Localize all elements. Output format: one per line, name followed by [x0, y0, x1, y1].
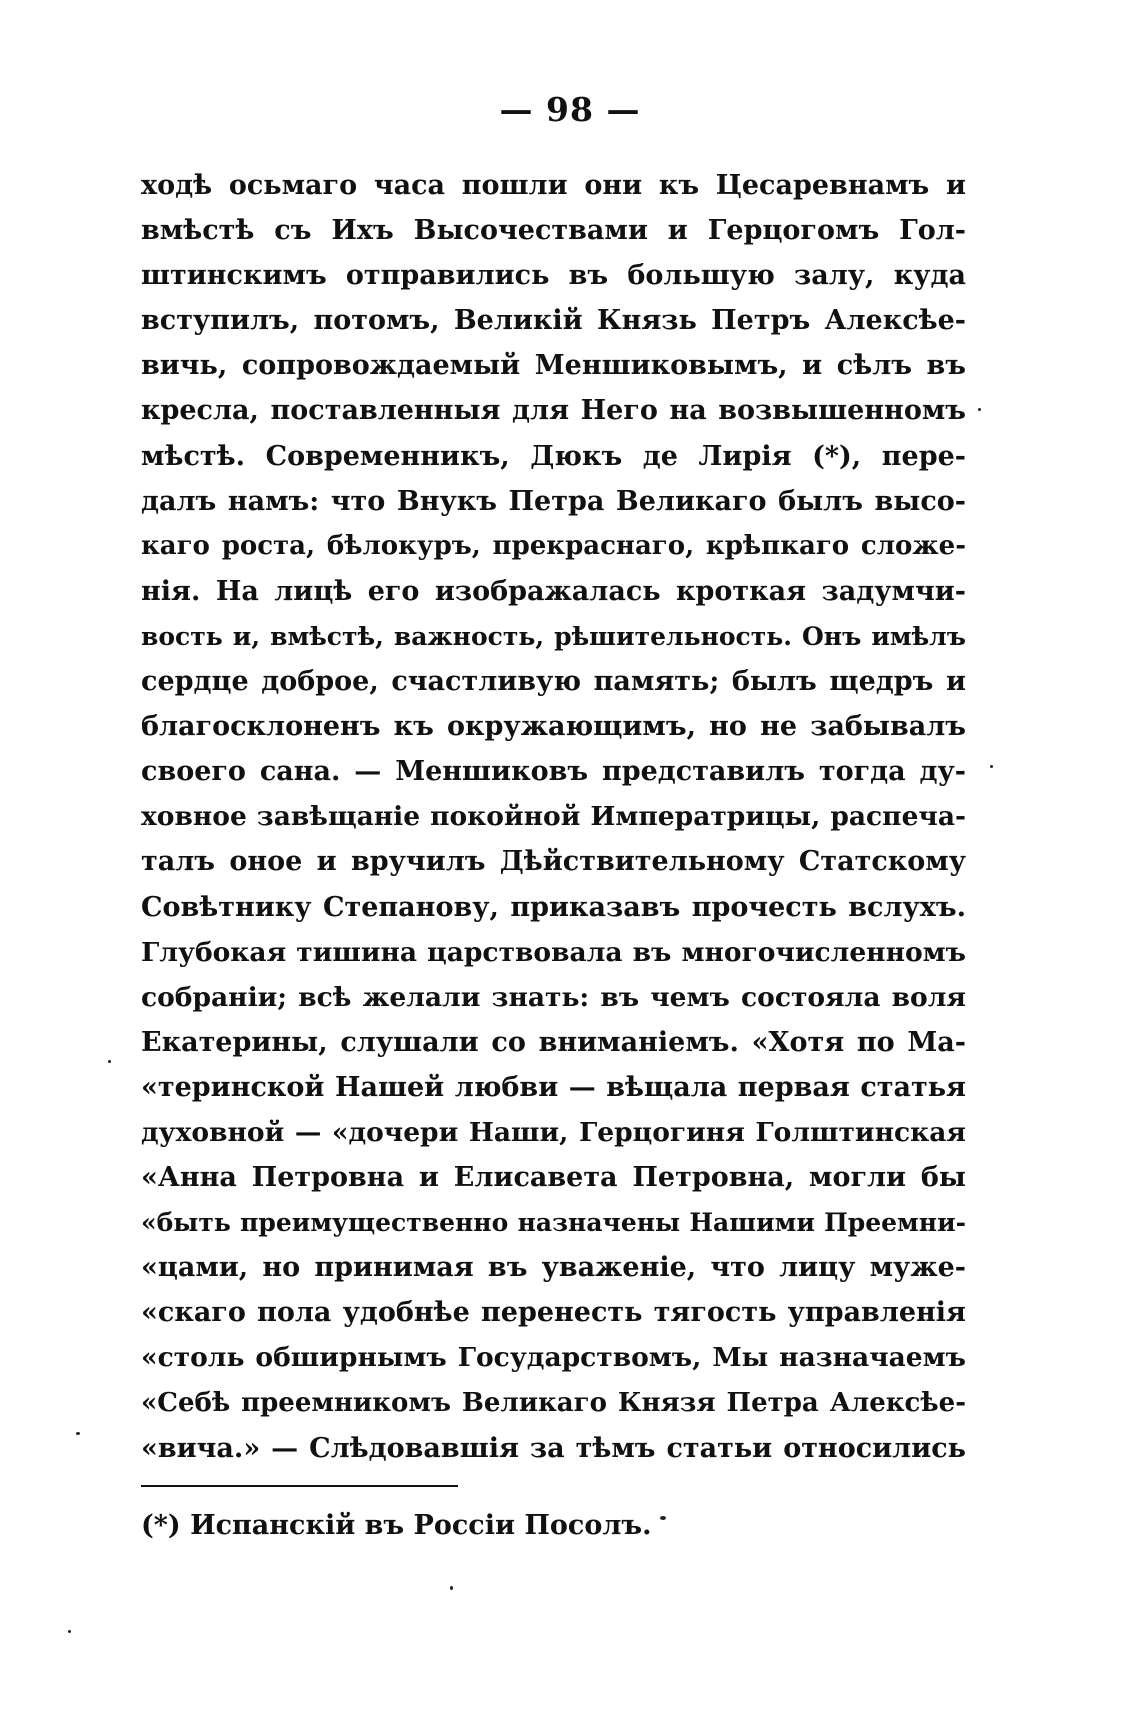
text-line: вмѣстѣ съ Ихъ Высочествами и Герцогомъ Гол- — [141, 215, 966, 247]
text-line: «столь обширнымъ Государствомъ, Мы назначаемъ — [141, 1342, 966, 1374]
text-line: собраніи; всѣ желали знать: въ чемъ состояла воля — [141, 981, 966, 1013]
scan-speck — [68, 1630, 71, 1633]
page-number: — 98 — — [499, 90, 641, 129]
scan-speck — [76, 1432, 80, 1435]
text-line: Глубокая тишина царствовала въ многочисленномъ — [141, 936, 966, 968]
text-line: Совѣтнику Степанову, приказавъ прочесть вслухъ. — [141, 891, 966, 923]
text-line: «скаго пола удобнѣе перенесть тягость управленія — [141, 1297, 966, 1329]
text-line: нія. На лицѣ его изображалась кроткая задумчи- — [141, 575, 966, 607]
text-line: «быть преимущественно назначены Нашими Преемни- — [141, 1208, 966, 1238]
text-line: своего сана. — Меншиковъ представилъ тогда ду- — [141, 756, 966, 788]
text-line: мѣстѣ. Современникъ, Дюкъ де Лирія (*), пере- — [141, 440, 966, 472]
text-line: «теринской Нашей любви — вѣщала первая статья — [141, 1071, 966, 1103]
text-line: каго роста, бѣлокуръ, прекраснаго, крѣпкаго сложе- — [141, 530, 966, 561]
text-line: ховное завѣщаніе покойной Императрицы, распеча- — [141, 801, 966, 833]
text-line: далъ намъ: что Внукъ Петра Великаго былъ высо- — [141, 485, 966, 517]
text-line: духовной — «дочери Наши, Герцогиня Голштинская — [141, 1116, 966, 1148]
scan-speck — [978, 408, 981, 411]
text-line: талъ оное и вручилъ Дѣйствительному Статскому — [141, 846, 966, 878]
text-line: кресла, поставленныя для Него на возвышенномъ — [141, 395, 966, 427]
text-line: сердце доброе, счастливую память; былъ щедръ и — [141, 666, 966, 698]
text-line: «вича.» — Слѣдовавшія за тѣмъ статьи относились — [141, 1432, 966, 1464]
scan-speck — [108, 1060, 111, 1063]
text-line: Екатерины, слушали со вниманіемъ. «Хотя по Ма- — [141, 1026, 966, 1058]
scan-speck — [990, 765, 993, 768]
text-line: «Себѣ преемникомъ Великаго Князя Петра Алексѣе- — [141, 1387, 966, 1418]
text-line: ходѣ осьмаго часа пошли они къ Цесаревнамъ и — [141, 170, 966, 201]
text-line: штинскимъ отправились въ большую залу, куда — [141, 260, 966, 292]
footnote-divider — [141, 1485, 458, 1487]
footnote: (*) Испанскій въ Россіи Посолъ. — [141, 1510, 652, 1541]
text-line: благосклоненъ къ окружающимъ, но не забывалъ — [141, 711, 966, 743]
scan-speck — [450, 1586, 453, 1590]
text-line: вступилъ, потомъ, Великій Князь Петръ Алексѣе- — [141, 305, 966, 337]
text-line: вичь, сопровождаемый Меншиковымъ, и сѣлъ въ — [141, 350, 966, 382]
scan-speck — [660, 1516, 666, 1520]
text-line: «Анна Петровна и Елисавета Петровна, могли бы — [141, 1162, 966, 1194]
text-line: вость и, вмѣстѣ, важность, рѣшительность. Онъ имѣлъ — [141, 621, 966, 651]
body-text — [141, 163, 966, 1471]
text-line: «цами, но принимая въ уваженіе, что лицу муже- — [141, 1252, 966, 1284]
